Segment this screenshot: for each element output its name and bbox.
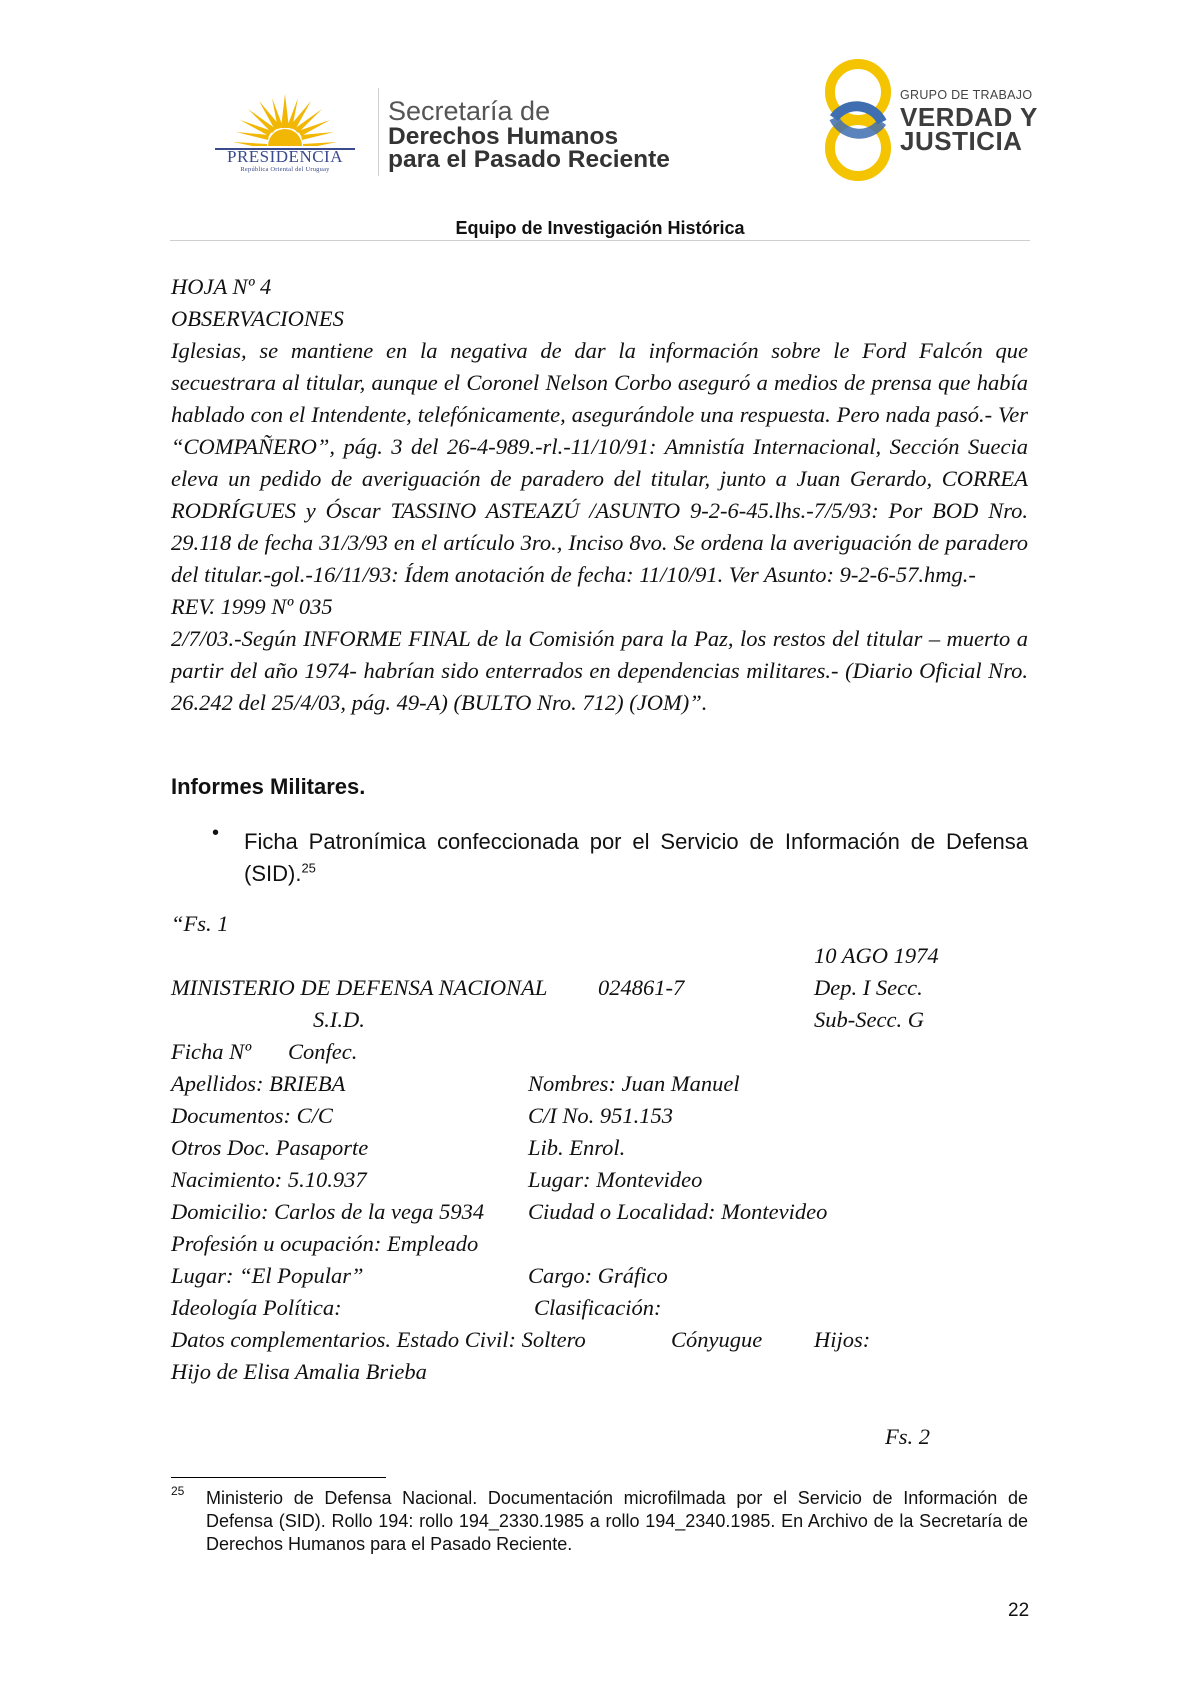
profesion-field: Profesión u ocupación: Empleado [171,1231,479,1256]
justicia-label: JUSTICIA [900,126,1023,156]
footnote-text: Ministerio de Defensa Nacional. Documentación microfilmada por el Servicio de Información de Defensa (SID). Rollo 194: rollo 194_2330.1985 a rollo 194_2340.1985. En Archivo de la Secretaría de Derechos Humanos para el Pasado Reciente. [206,1488,1028,1554]
presidencia-label: PRESIDENCIA [226,147,343,166]
conyugue-field: Cónyugue [671,1327,763,1352]
subsecc-label: Sub-Secc. G [814,1007,924,1032]
hoja-line: HOJA Nº 4 [171,274,272,299]
team-title: Equipo de Investigación Histórica [455,218,745,238]
ficha-no-label: Ficha Nº [171,1039,252,1064]
presidencia-sublabel: República Oriental del Uruguay [240,166,330,173]
verdad-justicia-logo [820,56,896,184]
otros-doc-field: Otros Doc. Pasaporte [171,1135,369,1160]
ficha-number: 024861-7 [598,975,685,1000]
nombres-field: Nombres: Juan Manuel [528,1071,740,1096]
bullet-text: Ficha Patronímica confeccionada por el Servicio de Información de Defensa (SID). [244,829,1028,886]
observaciones-paragraph-2: 2/7/03.-Según INFORME FINAL de la Comisión para la Paz, los restos del titular – muerto a partir del año 1974- habrían sido enterrados en dependencias militares.- (Diario Oficial Nro. 26.242 del 25/4/03, pág. 49-A) (BULTO Nro. 712) (JOM)”. [171,626,1028,715]
ci-field: C/I No. 951.153 [528,1103,674,1128]
confec-label: Confec. [288,1039,358,1064]
observaciones-paragraph-1: Iglesias, se mantiene en la negativa de dar la información sobre le Ford Falcón que secuestrara al titular, aunque el Coronel Nelson Corbo aseguró a medios de prensa que había hablado con el Intendente, telefónicamente, asegurándole una respuesta. Pero nada pasó.- Ver “COMPAÑERO”, pág. 3 del 26-4-989.-rl.-11/10/91: Amnistía Internacional, Sección Suecia eleva un pedido de averiguación de paradero del titular, junto a Juan Gerardo, CORREA RODRÍGUES y Óscar TASSINO ASTEAZÚ /ASUNTO 9-2-6-45.lhs.-7/5/93: Por BOD Nro. 29.118 de fecha 31/3/93 en el artículo 3ro., Inciso 8vo. Se ordena la averiguación de paradero del titular.-gol.-16/11/93: Ídem anotación de fecha: 11/10/91. Ver Asunto: 9-2-6-57.hmg.- [171,338,1028,587]
cargo-field: Cargo: Gráfico [528,1263,668,1288]
fs2-label: Fs. 2 [885,1424,930,1449]
clasificacion-field: Clasificación: [534,1295,662,1320]
apellidos-field: Apellidos: BRIEBA [171,1071,346,1096]
ficha-date: 10 AGO 1974 [814,943,939,968]
observaciones-block [171,271,1028,719]
grupo-label: GRUPO DE TRABAJO [900,88,1033,102]
domicilio-field: Domicilio: Carlos de la vega 5934 [171,1199,485,1224]
hijos-field: Hijos: [814,1327,871,1352]
nacimiento-field: Nacimiento: 5.10.937 [171,1167,367,1192]
footnote-number: 25 [171,1484,185,1498]
observaciones-heading: OBSERVACIONES [171,306,344,331]
informes-title: Informes Militares. [171,774,366,799]
lib-enrol-field: Lib. Enrol. [528,1135,626,1160]
secretaria-line-1: Secretaría de [388,96,551,126]
bullet-marker: • [212,822,220,844]
page-number: 22 [1008,1600,1030,1621]
secretaria-line-3: para el Pasado Reciente [388,146,670,173]
sid-label: S.I.D. [313,1007,365,1032]
hijo-de-line: Hijo de Elisa Amalia Brieba [171,1359,427,1384]
verdad-label: VERDAD Y [900,102,1038,132]
footnote-rule [171,1477,386,1478]
bullet-item [244,826,1028,890]
ciudad-field: Ciudad o Localidad: Montevideo [528,1199,828,1224]
datos-field: Datos complementarios. Estado Civil: Soltero [171,1327,586,1352]
secretaria-line-2: Derechos Humanos [388,123,619,150]
footnote-reference[interactable]: 25 [301,860,316,876]
header-rule [170,240,1030,241]
dep-label: Dep. I Secc. [814,975,923,1000]
ideologia-field: Ideología Política: [171,1295,342,1320]
lugar-nacimiento-field: Lugar: Montevideo [528,1167,703,1192]
ministerio-label: MINISTERIO DE DEFENSA NACIONAL [171,975,548,1000]
lugar-field: Lugar: “El Popular” [171,1263,364,1288]
rev-line: REV. 1999 Nº 035 [171,594,333,619]
documentos-field: Documentos: C/C [171,1103,333,1128]
fs1-label: “Fs. 1 [171,911,229,936]
header-divider [378,88,379,176]
